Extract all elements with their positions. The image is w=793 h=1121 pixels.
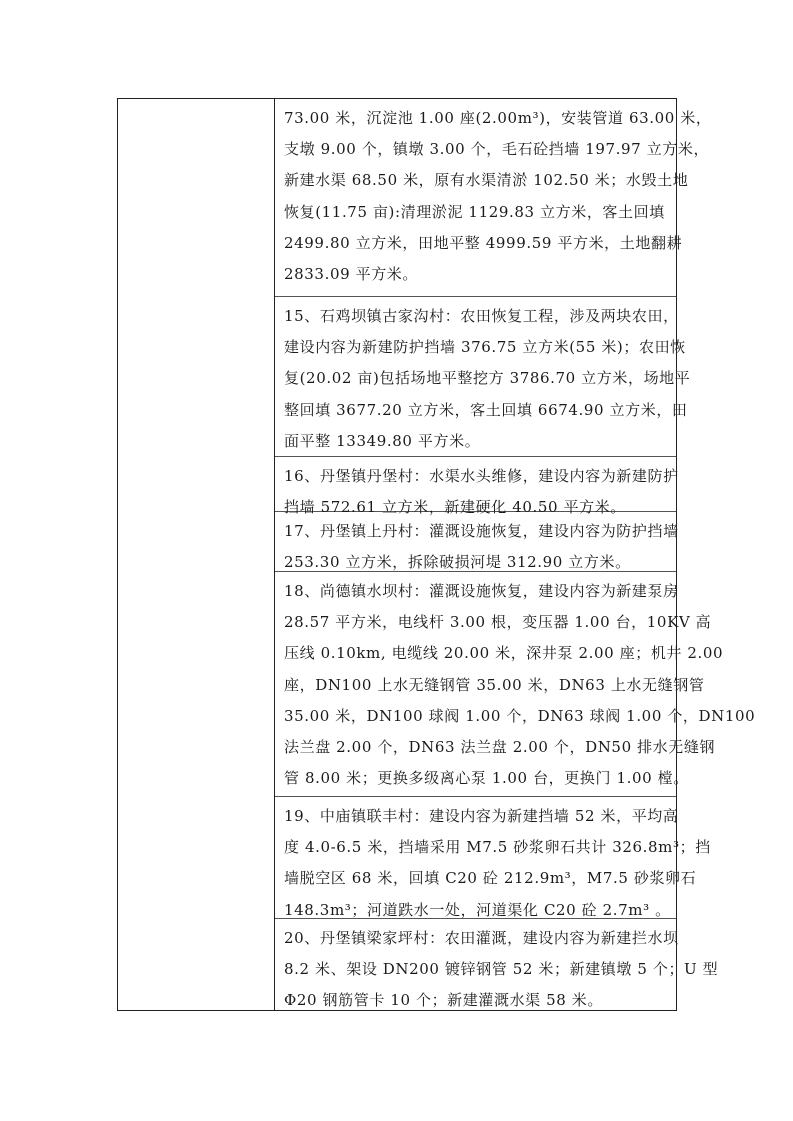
table-row <box>275 457 679 517</box>
entry-line: 度 4.0-6.5 米，挡墙采用 M7.5 砂浆卵石共计 326.8m³；挡 <box>284 838 711 857</box>
table-row <box>275 919 719 1012</box>
entry-line: 253.30 立方米，拆除破损河堤 312.90 立方米。 <box>284 553 631 572</box>
entry-line: 墙脱空区 68 米，回填 C20 砼 212.9m³，M7.5 砂浆卵石 <box>284 869 697 888</box>
entry-line: 73.00 米，沉淀池 1.00 座(2.00m³)，安装管道 63.00 米， <box>284 109 712 127</box>
entry-line: 管 8.00 米；更换多级离心泵 1.00 台，更换门 1.00 樘。 <box>284 769 689 788</box>
entry-line: 压线 0.10km, 电缆线 20.00 米，深井泵 2.00 座；机井 2.00 <box>284 644 724 663</box>
entry-line: 建设内容为新建防护挡墙 376.75 立方米(55 米)；农田恢 <box>284 338 686 357</box>
entry-line: 恢复(11.75 亩):清理淤泥 1129.83 立方米，客土回填 <box>284 202 665 221</box>
table-row <box>275 512 679 572</box>
entry-line: 法兰盘 2.00 个，DN63 法兰盘 2.00 个，DN50 排水无缝钢 <box>284 738 716 757</box>
entry-line: Φ20 钢筋管卡 10 个；新建灌溉水渠 58 米。 <box>284 991 603 1010</box>
entry-line: 2499.80 立方米，田地平整 4999.59 平方米，土地翻耕 <box>284 233 683 252</box>
entry-line: 挡墙 572.61 立方米，新建硬化 40.50 平方米。 <box>284 498 626 517</box>
entry-line: 18、尚德镇水坝村：灌溉设施恢复，建设内容为新建泵房 <box>284 582 679 600</box>
project-table <box>117 98 756 1011</box>
table-right-column <box>275 99 756 1010</box>
entry-line: 16、丹堡镇丹堡村：水渠水头维修，建设内容为新建防护 <box>284 467 679 485</box>
entry-line: 8.2 米、架设 DN200 镀锌钢管 52 米；新建镇墩 5 个；U 型 <box>284 960 719 979</box>
table-row <box>275 797 711 919</box>
entry-line: 新建水渠 68.50 米，原有水渠清淤 102.50 米；水毁土地 <box>284 171 689 190</box>
entry-line: 复(20.02 亩)包括场地平整挖方 3786.70 立方米，场地平 <box>284 369 691 388</box>
table-left-column <box>118 99 275 1010</box>
entry-line: 2833.09 平方米。 <box>284 265 418 284</box>
entry-line: 支墩 9.00 个，镇墩 3.00 个，毛石砼挡墙 197.97 立方米， <box>284 140 710 159</box>
entry-line: 20、丹堡镇梁家坪村：农田灌溉，建设内容为新建拦水坝 <box>284 929 679 947</box>
table-row <box>275 99 712 297</box>
entry-line: 148.3m³；河道跌水一处，河道渠化 C20 砼 2.7m³ 。 <box>284 900 671 919</box>
entry-line: 面平整 13349.80 平方米。 <box>284 431 481 450</box>
table-row <box>275 572 756 797</box>
table-row <box>275 297 691 457</box>
entry-line: 15、石鸡坝镇古家沟村：农田恢复工程，涉及两块农田， <box>284 307 679 325</box>
entry-line: 35.00 米，DN100 球阀 1.00 个，DN63 球阀 1.00 个，DN100 <box>284 706 756 725</box>
entry-line: 17、丹堡镇上丹村：灌溉设施恢复，建设内容为防护挡墙 <box>284 522 679 540</box>
entry-line: 座，DN100 上水无缝钢管 35.00 米，DN63 上水无缝钢管 <box>284 675 705 694</box>
entry-line: 19、中庙镇联丰村：建设内容为新建挡墙 52 米，平均高 <box>284 807 679 825</box>
entry-line: 整回填 3677.20 立方米，客土回填 6674.90 立方米，田 <box>284 400 688 419</box>
entry-line: 28.57 平方米，电线杆 3.00 根，变压器 1.00 台，10KV 高 <box>284 613 712 632</box>
